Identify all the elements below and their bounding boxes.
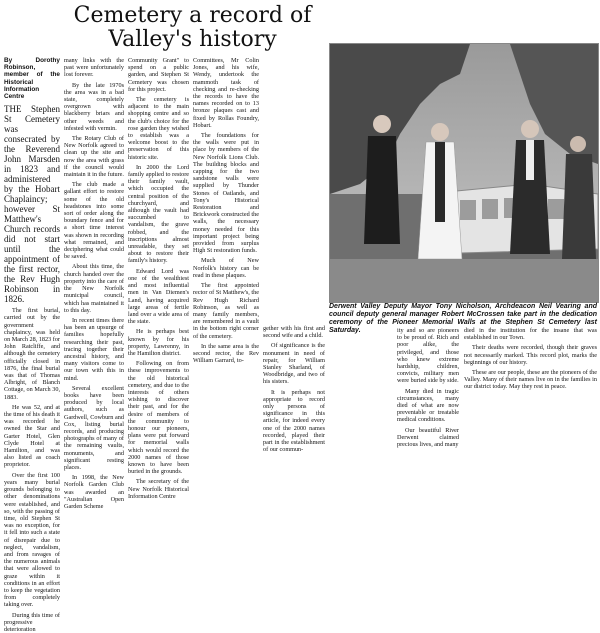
paragraph: Their deaths were recorded, though their graves not necessarily marked. This record plot, marks the beginnings of our history.: [464, 344, 597, 366]
paragraph: THE Stephen St Cemetery was consecrated by the Reverend John Marsden in 1823 and administered by the Hobart Chaplaincy; however St Matthew's Church records did not start until the appointment of the first rector, the Rev Hugh Robinson in 1826.: [4, 104, 60, 305]
photo-image: [330, 44, 598, 302]
paragraph: Committees, Mr Colin Jones, and his wife, Wendy, undertook the mammoth task of checking and re-checking the records to have the names recorded on to 13 bronze plaques cast and fixed by Rollas Foundry, Hobart.: [193, 57, 259, 129]
paragraph: Several excellent books have been produced by local authors, such as Gardwell, Cowburn and Cox, listing burial records, and producing photographs of many of the remaining vaults, monuments, and significant resting places.: [64, 384, 124, 471]
column-7: [464, 327, 597, 435]
paragraph: In 2000 the Lord family applied to restore their family vault, which occupied the central position of the churchyard, and although the vault had succumbed to vandalism, the grave robbed, and the inscriptions almost unreadable, they set about to restore their family's history.: [128, 163, 189, 265]
paragraph: Of significance is the monument in need of repair, for William Stanley Sharland, of Woodbridge, and two of his sisters.: [263, 342, 325, 386]
paragraph: Our beautiful River Derwent claimed precious lives, and many: [397, 426, 459, 449]
paragraph: By the late 1970s the area was in a bad state, completely overgrown with blackberry briars and other weeds and infested with vermin.: [64, 81, 124, 132]
paragraph: Community Grant" to spend on a public garden, and Stephen St Cemetery was chosen for this project.: [128, 57, 189, 93]
paragraph: The first appointed rector of St Matthew's, the Rev Hugh Richard Robinson, as well as many family members, are remembered in a vault in the bottom right corner of the cemetery.: [193, 282, 259, 340]
paragraph: In recent times there has been an upsurge of families hopefully researching their past, tracing together their ancestral history, and many visitors come to our town with this in mind.: [64, 316, 124, 382]
paragraph: Many died in tragic circumstances, many died of what are now preventable or treatable medical conditions.: [397, 387, 459, 424]
paragraph: About this time, the church handed over the property into the care of the New Norfolk municipal council, which has maintained it to this day.: [64, 263, 124, 314]
paragraph: The Rotary Club of New Norfolk agreed to clean up the site and now the area with grass if the council would maintain it in the future.: [64, 135, 124, 179]
paragraph: The secretary of the New Norfolk Historical Information Centre: [128, 478, 189, 500]
paragraph: These are our people, these are the pioneers of the Valley. Many of their names live on in the families in our district today. May they rest in peace.: [464, 369, 597, 391]
byline: By Dorothy Robinson, member of the Historical Information Centre: [4, 57, 60, 101]
paragraph: During this time of progressive deterioration: [4, 611, 60, 633]
column-1: [4, 57, 60, 633]
column-3: [128, 57, 189, 500]
paragraph: He is perhaps best known by for his property, Lawrenny, in the Hamilton district.: [128, 328, 189, 357]
dedication-photo: [329, 43, 599, 303]
headline: Cemetery a record of Valley's history: [73, 3, 312, 52]
paragraph: gether with his first and second wife and a child.: [263, 325, 325, 340]
column-6: [397, 327, 459, 449]
paragraph: In the same area is the second rector, the Rev William Garrard, to-: [193, 342, 259, 365]
paragraph: The first burial, carried out by the government chaplaincy, was held on March 28, 1823 for John Ratcliffe, and although the cemetery officially closed in 1876, the final burial was that of Thomas Albright, of Blanch Cottage, on March 30, 1883.: [4, 307, 60, 401]
paragraph: He was 52, and at the time of his death it was recorded he owned the Star and Garter Hotel, Glen Clyde Hotel at Hamilton, and was also listed as coach proprietor.: [4, 403, 60, 469]
paragraph: ity and so are pioneers to be proud of. Rich and poor alike, the privileged, and those who knew extreme hardship, children, convicts, military men were buried side by side.: [397, 327, 459, 385]
paragraph: The foundations for the walls were put in place by members of the New Norfolk Lions Club. The building blocks and capping for the two sandstone walls were supplied by Thunder Stones of Oatlands, and Tony's Historical Restoration and Brickwork constructed the walls, the necessary money needed for this important project being provided from surplus High St restoration funds.: [193, 132, 259, 255]
photo-caption: Derwent Valley Deputy Mayor Tony Nicholson, Archdeacon Neil Vearing and council deputy general manager Robert McCrossen take part in the dedication ceremony of the Pioneer Memorial Walls at the Stephen St Cemetery last Saturday.: [329, 303, 597, 334]
paragraph: Over the first 100 years many burial grounds belonging to other denominations were established, and so, with the passing of time, old Stephen St was no exception, for it fell into such a state of disrepair due to neglect, vandalism, and from ravages of the numerous animals that were allowed to graze within it conditions in an effort to keep the vegetation from completely taking over.: [4, 471, 60, 609]
paragraph: many links with the past were unfortunately lost forever.: [64, 57, 124, 79]
paragraph: Much of New Norfolk's history can be read in these plaques.: [193, 257, 259, 279]
paragraph: Edward Lord was one of the wealthiest and most influential men in Van Diemen's Land, having acquired large areas of fertile land over a wide area of the state.: [128, 267, 189, 326]
paragraph: The cemetery is adjacent to the main shopping centre and so the club's choice for the rose garden they wished to establish was a welcome boost to the preservation of this historic site.: [128, 96, 189, 161]
column-5: [263, 57, 325, 454]
column-4: [193, 57, 259, 435]
paragraph: In 1998, the New Norfolk Garden Club was awarded an "Australian Open Garden Scheme: [64, 474, 124, 510]
paragraph: Following on from these improvements to the old historical cemetery, and due to the interests of others wishing to discover their past, and for the desire of members of the community to honour our pioneers, plans were put forward for memorial walls which would record the 2000 names of those known to have been buried in the grounds.: [128, 360, 189, 476]
paragraph: died in the institution for the insane that was established in our Town.: [464, 327, 597, 342]
paragraph: It is perhaps not appropriate to record only persons of significance in this article, for indeed every one of the 2000 names recorded, played their part in the establishment of our commun-: [263, 388, 325, 454]
column-2: [64, 57, 124, 510]
paragraph: The club made a gallant effort to restore some of the old headstones into some sort of order along the boundary fence and for a short time interest was shown in recording what remained, and deciphering what could be saved.: [64, 181, 124, 261]
